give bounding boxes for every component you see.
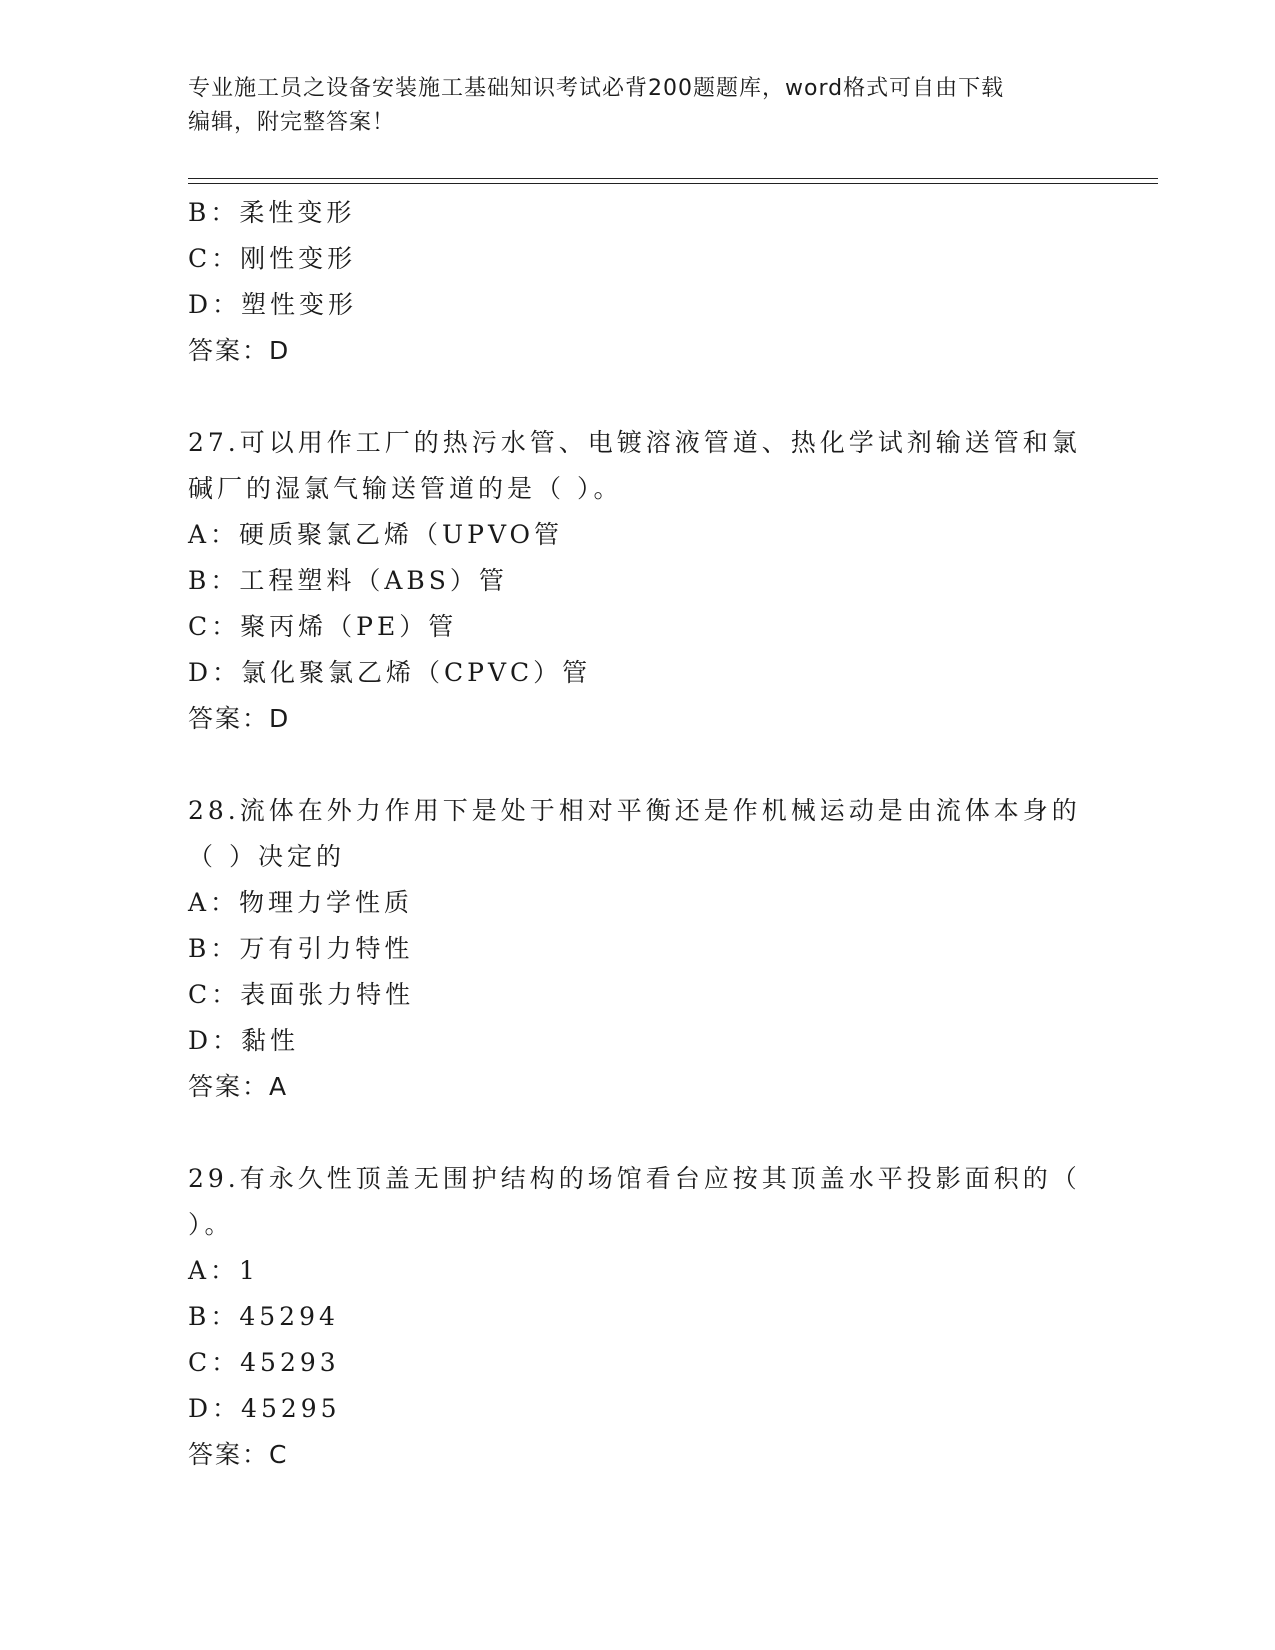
question-29 <box>188 1156 1088 1478</box>
option-d: D：黏性 <box>188 1026 300 1055</box>
answer-line: 答案：D <box>188 704 291 733</box>
answer-line: 答案：C <box>188 1440 289 1469</box>
header-divider-bottom <box>188 183 1158 184</box>
option-c: C：刚性变形 <box>188 244 357 273</box>
header-line-1: 专业施工员之设备安装施工基础知识考试必背200题题库，word格式可自由下载 <box>188 76 1005 101</box>
question-27 <box>188 420 1088 742</box>
option-b: B：工程塑料（ABS）管 <box>188 566 508 595</box>
spacer <box>188 742 1088 788</box>
answer-line: 答案：D <box>188 336 291 365</box>
option-d: D：塑性变形 <box>188 290 358 319</box>
question-28 <box>188 788 1088 1110</box>
option-a: A：物理力学性质 <box>188 888 414 917</box>
question-stem-line-1: 29.有永久性顶盖无围护结构的场馆看台应按其顶盖水平投影面积的（ <box>188 1164 1081 1193</box>
question-stem-line-1: 27.可以用作工厂的热污水管、电镀溶液管道、热化学试剂输送管和氯 <box>188 428 1081 457</box>
option-c: C：45293 <box>188 1348 340 1377</box>
option-a: A：1 <box>188 1256 259 1285</box>
question-stem-line-2: ）。 <box>188 1210 234 1239</box>
header-line-2: 编辑，附完整答案！ <box>188 110 396 135</box>
option-d: D：45295 <box>188 1394 341 1423</box>
option-c: C：聚丙烯（PE）管 <box>188 612 458 641</box>
option-b: B：柔性变形 <box>188 198 356 227</box>
option-a: A：硬质聚氯乙烯（UPVO管 <box>188 520 564 549</box>
question-stem-line-1: 28.流体在外力作用下是处于相对平衡还是作机械运动是由流体本身的 <box>188 796 1081 825</box>
option-d: D：氯化聚氯乙烯（CPVC）管 <box>188 658 592 687</box>
option-c: C：表面张力特性 <box>188 980 415 1009</box>
answer-line: 答案：A <box>188 1072 289 1101</box>
option-b: B：45294 <box>188 1302 339 1331</box>
question-list <box>188 190 1088 1478</box>
spacer <box>188 374 1088 420</box>
question-26 <box>188 190 1088 374</box>
question-stem-line-2: （ ）决定的 <box>188 842 345 871</box>
option-b: B：万有引力特性 <box>188 934 414 963</box>
spacer <box>188 1110 1088 1156</box>
document-header <box>188 72 1088 140</box>
header-divider-top <box>188 178 1158 179</box>
question-stem-line-2: 碱厂的湿氯气输送管道的是（ ）。 <box>188 474 623 503</box>
